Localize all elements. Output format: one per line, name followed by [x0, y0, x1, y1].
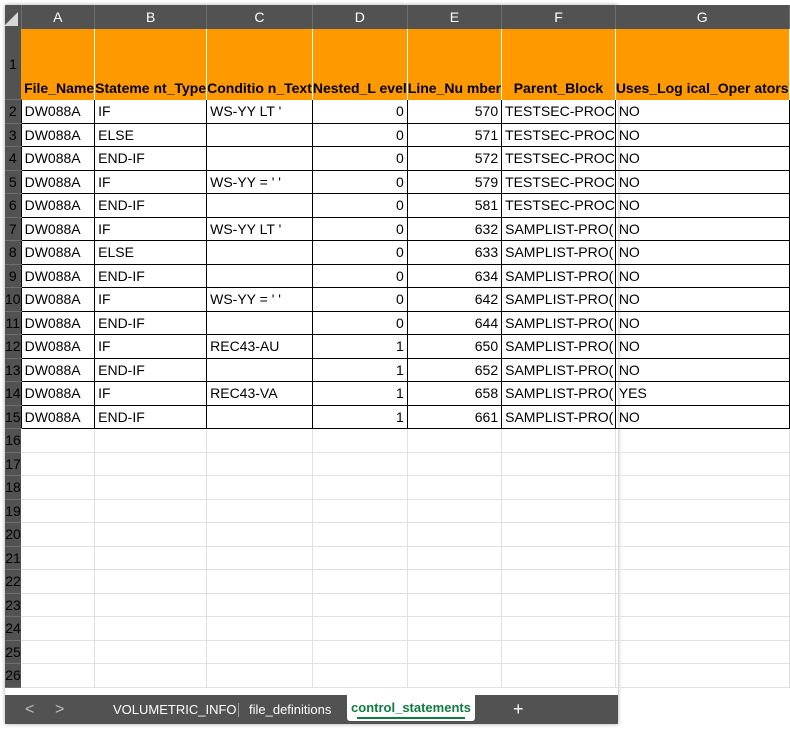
cell-statement-type[interactable]: IF: [95, 100, 207, 124]
cell-line-number[interactable]: 658: [407, 382, 501, 406]
cell-uses-logical-operators[interactable]: NO: [615, 264, 789, 288]
cell-file-name[interactable]: DW088A: [21, 194, 95, 218]
column-header-e[interactable]: E: [407, 5, 501, 29]
row-number[interactable]: 24: [5, 617, 21, 641]
add-sheet-button[interactable]: +: [513, 699, 524, 719]
table-row: [5, 382, 789, 406]
row-number[interactable]: 10: [5, 288, 21, 312]
cell-file-name[interactable]: DW088A: [21, 170, 95, 194]
empty-cell[interactable]: [407, 640, 501, 664]
header-cell-line-number[interactable]: Line_Nu mber: [407, 29, 501, 100]
empty-cell[interactable]: [502, 429, 616, 453]
cell-nested-level[interactable]: 0: [312, 264, 407, 288]
empty-cell[interactable]: [312, 476, 407, 500]
row-number[interactable]: 11: [5, 311, 21, 335]
empty-cell[interactable]: [407, 476, 501, 500]
cell-statement-type[interactable]: IF: [95, 170, 207, 194]
row-number[interactable]: 4: [5, 147, 21, 171]
empty-cell[interactable]: [312, 664, 407, 688]
empty-cell[interactable]: [95, 476, 207, 500]
header-cell-parent-block[interactable]: Parent_Block: [502, 29, 616, 100]
column-header-f[interactable]: F: [502, 5, 616, 29]
cell-nested-level[interactable]: 0: [312, 217, 407, 241]
empty-cell[interactable]: [312, 523, 407, 547]
row-number[interactable]: 15: [5, 405, 21, 429]
row-number[interactable]: 20: [5, 523, 21, 547]
empty-cell[interactable]: [21, 617, 95, 641]
cell-parent-block[interactable]: SAMPLIST-PRO(: [502, 358, 616, 382]
cell-parent-block[interactable]: SAMPLIST-PRO(: [502, 241, 616, 265]
row-number[interactable]: 14: [5, 382, 21, 406]
cell-uses-logical-operators[interactable]: NO: [615, 123, 789, 147]
next-sheet-arrow-icon[interactable]: >: [55, 701, 65, 718]
empty-cell[interactable]: [207, 664, 313, 688]
tab-separator: [238, 703, 239, 717]
cell-nested-level[interactable]: 1: [312, 405, 407, 429]
empty-cell[interactable]: [312, 546, 407, 570]
spreadsheet-grid: [5, 5, 790, 688]
table-row: [5, 264, 789, 288]
row-number[interactable]: 7: [5, 217, 21, 241]
empty-row: [5, 499, 789, 523]
cell-statement-type[interactable]: END-IF: [95, 311, 207, 335]
cell-parent-block[interactable]: TESTSEC-PROC: [502, 123, 616, 147]
empty-cell[interactable]: [502, 499, 616, 523]
empty-cell[interactable]: [21, 570, 95, 594]
cell-line-number[interactable]: 581: [407, 194, 501, 218]
cell-nested-level[interactable]: 1: [312, 382, 407, 406]
empty-cell[interactable]: [407, 570, 501, 594]
empty-cell[interactable]: [207, 617, 313, 641]
cell-file-name[interactable]: DW088A: [21, 382, 95, 406]
cell-file-name[interactable]: DW088A: [21, 405, 95, 429]
column-header-c[interactable]: C: [207, 5, 313, 29]
sheet-tab-bar: [5, 695, 618, 724]
cell-condition-text[interactable]: [207, 405, 313, 429]
empty-cell[interactable]: [21, 593, 95, 617]
cell-condition-text[interactable]: [207, 264, 313, 288]
empty-cell[interactable]: [95, 570, 207, 594]
cell-condition-text[interactable]: WS-YY LT ': [207, 100, 313, 124]
empty-cell[interactable]: [95, 452, 207, 476]
cell-nested-level[interactable]: 0: [312, 311, 407, 335]
cell-uses-logical-operators[interactable]: NO: [615, 311, 789, 335]
empty-cell[interactable]: [95, 617, 207, 641]
table-row: [5, 241, 789, 265]
column-header-d[interactable]: D: [312, 5, 407, 29]
empty-row: [5, 640, 789, 664]
row-number[interactable]: 8: [5, 241, 21, 265]
empty-cell[interactable]: [207, 429, 313, 453]
empty-row: [5, 429, 789, 453]
cell-file-name[interactable]: DW088A: [21, 264, 95, 288]
table-row: [5, 123, 789, 147]
table-row: [5, 405, 789, 429]
header-cell-statement-type[interactable]: Stateme nt_Type: [95, 29, 207, 100]
empty-cell[interactable]: [407, 523, 501, 547]
column-header-b[interactable]: B: [95, 5, 207, 29]
cell-condition-text[interactable]: [207, 194, 313, 218]
cell-line-number[interactable]: 579: [407, 170, 501, 194]
table-row: [5, 147, 789, 171]
empty-cell[interactable]: [407, 429, 501, 453]
cell-condition-text[interactable]: [207, 311, 313, 335]
prev-sheet-arrow-icon[interactable]: <: [25, 701, 35, 718]
cell-uses-logical-operators[interactable]: NO: [615, 217, 789, 241]
cell-condition-text[interactable]: WS-YY LT ': [207, 217, 313, 241]
cell-parent-block[interactable]: TESTSEC-PROC: [502, 100, 616, 124]
cell-statement-type[interactable]: IF: [95, 335, 207, 359]
spreadsheet-window: [5, 5, 789, 724]
empty-cell[interactable]: [615, 499, 789, 523]
empty-row: [5, 617, 789, 641]
empty-cell[interactable]: [502, 640, 616, 664]
empty-cell[interactable]: [615, 570, 789, 594]
row-number[interactable]: 3: [5, 123, 21, 147]
row-number[interactable]: 1: [5, 29, 21, 100]
cell-statement-type[interactable]: END-IF: [95, 147, 207, 171]
empty-cell[interactable]: [312, 617, 407, 641]
header-cell-uses-logical-operators[interactable]: Uses_Log ical_Oper ators: [615, 29, 789, 100]
cell-file-name[interactable]: DW088A: [21, 241, 95, 265]
cell-uses-logical-operators[interactable]: NO: [615, 194, 789, 218]
cell-parent-block[interactable]: TESTSEC-PROC: [502, 170, 616, 194]
empty-cell[interactable]: [615, 523, 789, 547]
empty-cell[interactable]: [615, 593, 789, 617]
cell-uses-logical-operators[interactable]: YES: [615, 382, 789, 406]
row-number[interactable]: 26: [5, 664, 21, 688]
cell-parent-block[interactable]: TESTSEC-PROC: [502, 147, 616, 171]
empty-cell[interactable]: [207, 523, 313, 547]
cell-uses-logical-operators[interactable]: NO: [615, 335, 789, 359]
empty-cell[interactable]: [21, 499, 95, 523]
empty-cell[interactable]: [502, 523, 616, 547]
cell-uses-logical-operators[interactable]: NO: [615, 288, 789, 312]
empty-cell[interactable]: [615, 452, 789, 476]
table-row: [5, 100, 789, 124]
cell-condition-text[interactable]: [207, 358, 313, 382]
column-header-a[interactable]: A: [21, 5, 95, 29]
cell-line-number[interactable]: 632: [407, 217, 501, 241]
empty-cell[interactable]: [312, 593, 407, 617]
empty-cell[interactable]: [95, 546, 207, 570]
cell-line-number[interactable]: 661: [407, 405, 501, 429]
row-number[interactable]: 23: [5, 593, 21, 617]
row-number[interactable]: 12: [5, 335, 21, 359]
cell-condition-text[interactable]: [207, 241, 313, 265]
cell-parent-block[interactable]: SAMPLIST-PRO(: [502, 382, 616, 406]
empty-row: [5, 452, 789, 476]
cell-nested-level[interactable]: 0: [312, 241, 407, 265]
empty-cell[interactable]: [21, 476, 95, 500]
empty-cell[interactable]: [502, 617, 616, 641]
row-number[interactable]: 5: [5, 170, 21, 194]
empty-cell[interactable]: [312, 452, 407, 476]
row-number[interactable]: 2: [5, 100, 21, 124]
cell-parent-block[interactable]: SAMPLIST-PRO(: [502, 217, 616, 241]
empty-cell[interactable]: [95, 523, 207, 547]
cell-file-name[interactable]: DW088A: [21, 335, 95, 359]
cell-uses-logical-operators[interactable]: NO: [615, 405, 789, 429]
empty-cell[interactable]: [312, 570, 407, 594]
empty-cell[interactable]: [207, 499, 313, 523]
empty-cell[interactable]: [502, 452, 616, 476]
cell-parent-block[interactable]: SAMPLIST-PRO(: [502, 335, 616, 359]
empty-cell[interactable]: [95, 664, 207, 688]
active-tab-underline: [357, 717, 465, 719]
select-all-corner[interactable]: [5, 5, 21, 29]
empty-cell[interactable]: [502, 546, 616, 570]
empty-row: [5, 664, 789, 688]
empty-cell[interactable]: [502, 570, 616, 594]
sheet-tab-control-statements[interactable]: control_statements: [347, 695, 475, 721]
empty-cell[interactable]: [407, 452, 501, 476]
row-number[interactable]: 9: [5, 264, 21, 288]
empty-cell[interactable]: [21, 640, 95, 664]
cell-uses-logical-operators[interactable]: NO: [615, 170, 789, 194]
table-row: [5, 311, 789, 335]
cell-uses-logical-operators[interactable]: NO: [615, 100, 789, 124]
empty-cell[interactable]: [207, 640, 313, 664]
cell-nested-level[interactable]: 1: [312, 358, 407, 382]
cell-uses-logical-operators[interactable]: NO: [615, 147, 789, 171]
empty-cell[interactable]: [312, 429, 407, 453]
cell-condition-text[interactable]: REC43-AU: [207, 335, 313, 359]
empty-cell[interactable]: [207, 476, 313, 500]
empty-cell[interactable]: [207, 593, 313, 617]
column-header-row: [5, 5, 789, 29]
cell-line-number[interactable]: 634: [407, 264, 501, 288]
table-row: [5, 194, 789, 218]
row-number[interactable]: 19: [5, 499, 21, 523]
cell-condition-text[interactable]: [207, 147, 313, 171]
cell-statement-type[interactable]: IF: [95, 217, 207, 241]
cell-nested-level[interactable]: 0: [312, 194, 407, 218]
cell-nested-level[interactable]: 1: [312, 335, 407, 359]
cell-parent-block[interactable]: SAMPLIST-PRO(: [502, 405, 616, 429]
empty-cell[interactable]: [21, 523, 95, 547]
sheet-tab-volumetric-info[interactable]: VOLUMETRIC_INFO: [113, 702, 237, 717]
cell-statement-type[interactable]: END-IF: [95, 194, 207, 218]
header-cell-file-name[interactable]: File_Name: [21, 29, 95, 100]
cell-line-number[interactable]: 652: [407, 358, 501, 382]
cell-statement-type[interactable]: IF: [95, 288, 207, 312]
row-number[interactable]: 16: [5, 429, 21, 453]
header-cell-nested-level[interactable]: Nested_L evel: [312, 29, 407, 100]
column-header-g[interactable]: G: [615, 5, 789, 29]
cell-nested-level[interactable]: 0: [312, 147, 407, 171]
cell-nested-level[interactable]: 0: [312, 100, 407, 124]
row-number[interactable]: 13: [5, 358, 21, 382]
cell-line-number[interactable]: 644: [407, 311, 501, 335]
empty-cell[interactable]: [407, 617, 501, 641]
empty-row: [5, 476, 789, 500]
table-row: [5, 170, 789, 194]
cell-file-name[interactable]: DW088A: [21, 311, 95, 335]
cell-statement-type[interactable]: END-IF: [95, 358, 207, 382]
empty-cell[interactable]: [312, 499, 407, 523]
row-number[interactable]: 25: [5, 640, 21, 664]
cell-uses-logical-operators[interactable]: NO: [615, 241, 789, 265]
cell-nested-level[interactable]: 0: [312, 170, 407, 194]
row-number[interactable]: 18: [5, 476, 21, 500]
table-row: [5, 217, 789, 241]
header-row: [5, 29, 789, 100]
row-number[interactable]: 22: [5, 570, 21, 594]
empty-row: [5, 593, 789, 617]
empty-cell[interactable]: [21, 546, 95, 570]
empty-cell[interactable]: [407, 593, 501, 617]
empty-cell[interactable]: [615, 476, 789, 500]
cell-file-name[interactable]: DW088A: [21, 358, 95, 382]
empty-cell[interactable]: [615, 664, 789, 688]
empty-cell[interactable]: [95, 429, 207, 453]
cell-condition-text[interactable]: REC43-VA: [207, 382, 313, 406]
empty-cell[interactable]: [207, 546, 313, 570]
cell-statement-type[interactable]: ELSE: [95, 241, 207, 265]
empty-row: [5, 546, 789, 570]
empty-cell[interactable]: [407, 664, 501, 688]
cell-line-number[interactable]: 571: [407, 123, 501, 147]
cell-parent-block[interactable]: SAMPLIST-PRO(: [502, 288, 616, 312]
cell-file-name[interactable]: DW088A: [21, 217, 95, 241]
sheet-tab-file-definitions[interactable]: file_definitions: [249, 702, 332, 717]
row-number[interactable]: 6: [5, 194, 21, 218]
empty-cell[interactable]: [312, 640, 407, 664]
empty-cell[interactable]: [207, 570, 313, 594]
cell-uses-logical-operators[interactable]: NO: [615, 358, 789, 382]
table-row: [5, 335, 789, 359]
empty-row: [5, 570, 789, 594]
empty-cell[interactable]: [502, 593, 616, 617]
empty-cell[interactable]: [21, 452, 95, 476]
cell-file-name[interactable]: DW088A: [21, 288, 95, 312]
cell-statement-type[interactable]: END-IF: [95, 405, 207, 429]
empty-cell[interactable]: [407, 546, 501, 570]
cell-file-name[interactable]: DW088A: [21, 123, 95, 147]
table-row: [5, 358, 789, 382]
cell-file-name[interactable]: DW088A: [21, 100, 95, 124]
empty-cell[interactable]: [615, 640, 789, 664]
cell-line-number[interactable]: 633: [407, 241, 501, 265]
empty-row: [5, 523, 789, 547]
empty-cell[interactable]: [615, 546, 789, 570]
row-number[interactable]: 17: [5, 452, 21, 476]
cell-file-name[interactable]: DW088A: [21, 147, 95, 171]
cell-condition-text[interactable]: [207, 123, 313, 147]
cell-statement-type[interactable]: END-IF: [95, 264, 207, 288]
cell-line-number[interactable]: 570: [407, 100, 501, 124]
cell-statement-type[interactable]: IF: [95, 382, 207, 406]
cell-nested-level[interactable]: 0: [312, 288, 407, 312]
cell-parent-block[interactable]: SAMPLIST-PRO(: [502, 311, 616, 335]
table-row: [5, 288, 789, 312]
empty-cell[interactable]: [21, 664, 95, 688]
empty-cell[interactable]: [207, 452, 313, 476]
header-cell-condition-text[interactable]: Conditio n_Text: [207, 29, 313, 100]
empty-cell[interactable]: [502, 664, 616, 688]
cell-statement-type[interactable]: ELSE: [95, 123, 207, 147]
empty-cell[interactable]: [407, 499, 501, 523]
cell-nested-level[interactable]: 0: [312, 123, 407, 147]
empty-cell[interactable]: [95, 640, 207, 664]
cell-condition-text[interactable]: WS-YY = ' ': [207, 288, 313, 312]
row-number[interactable]: 21: [5, 546, 21, 570]
empty-cell[interactable]: [21, 429, 95, 453]
empty-cell[interactable]: [502, 476, 616, 500]
cell-line-number[interactable]: 642: [407, 288, 501, 312]
select-all-triangle-icon: [4, 12, 18, 26]
empty-cell[interactable]: [615, 429, 789, 453]
cell-line-number[interactable]: 572: [407, 147, 501, 171]
cell-parent-block[interactable]: SAMPLIST-PRO(: [502, 264, 616, 288]
cell-parent-block[interactable]: TESTSEC-PROC: [502, 194, 616, 218]
empty-cell[interactable]: [95, 593, 207, 617]
cell-line-number[interactable]: 650: [407, 335, 501, 359]
empty-cell[interactable]: [615, 617, 789, 641]
cell-condition-text[interactable]: WS-YY = ' ': [207, 170, 313, 194]
empty-cell[interactable]: [95, 499, 207, 523]
